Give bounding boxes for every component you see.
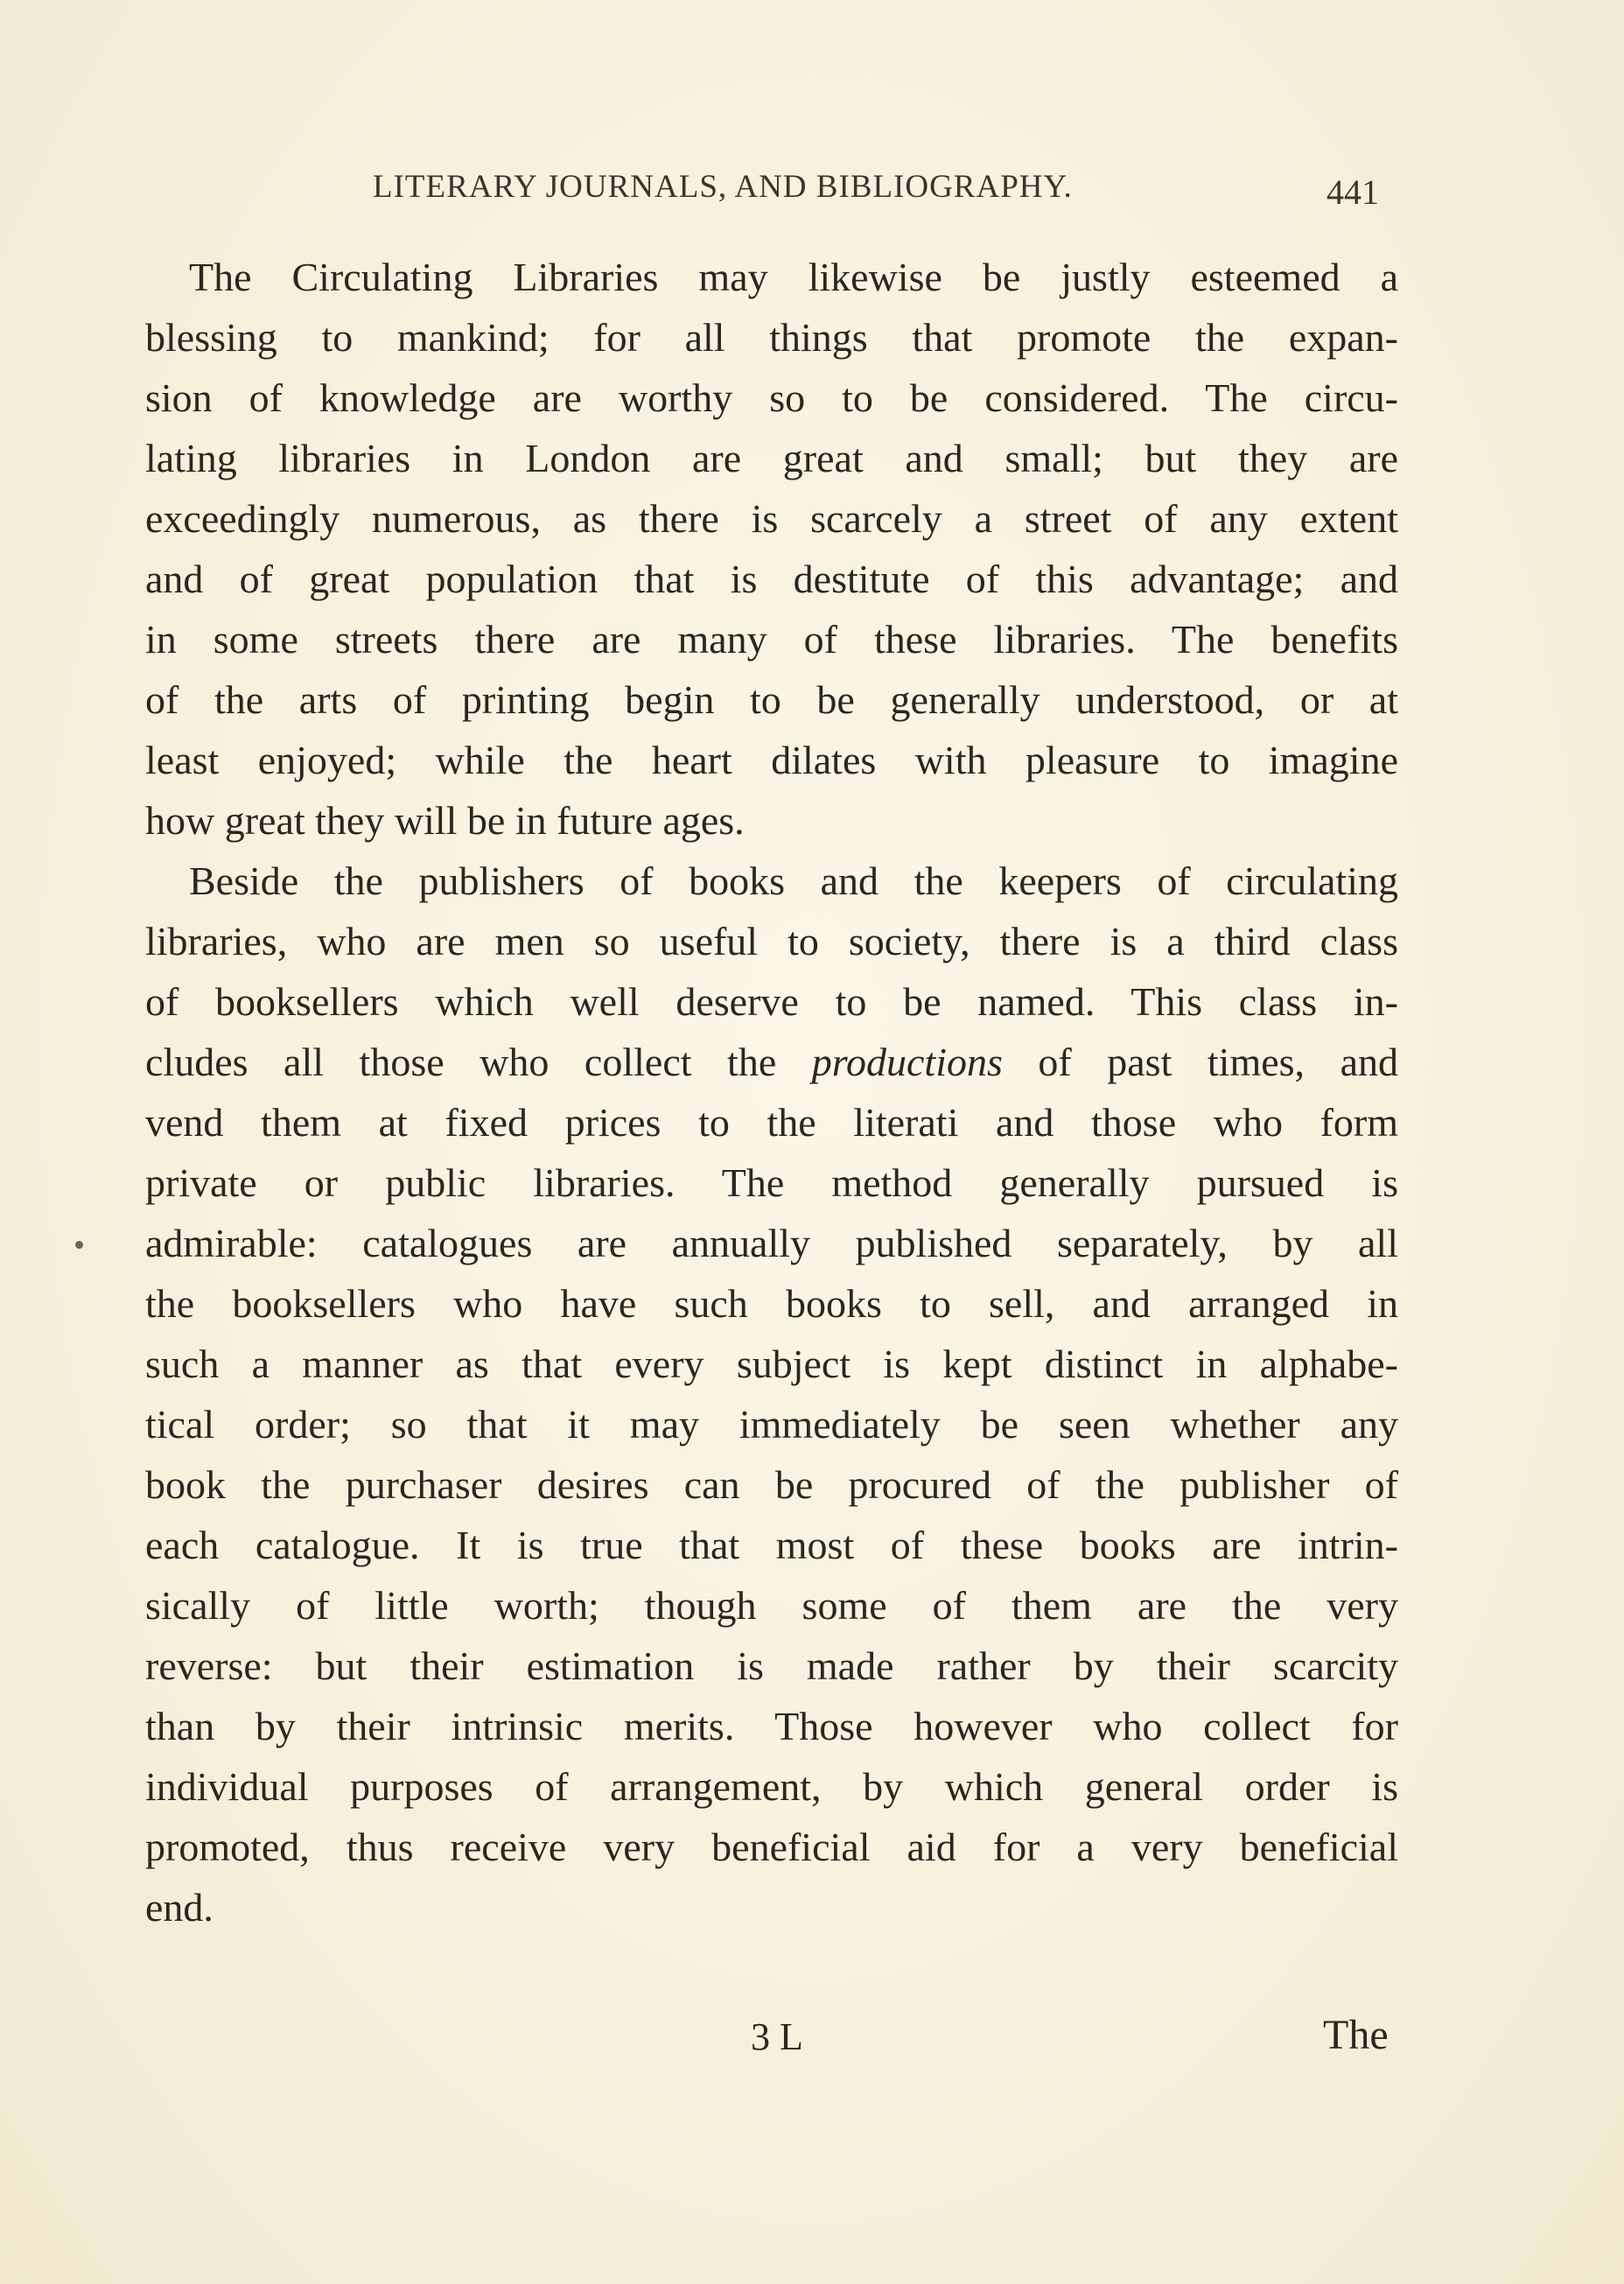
text-line: sically of little worth; though some of them are the very (145, 1583, 1398, 1628)
text-line: of booksellers which well deserve to be named. This class in- (145, 979, 1398, 1024)
running-head-title: LITERARY JOURNALS, AND BIBLIOGRAPHY. (373, 169, 1073, 205)
body-text (145, 247, 1398, 1937)
catchword: The (1323, 2012, 1389, 2058)
text-line: reverse: but their estimation is made rather by their scarcity (145, 1643, 1398, 1688)
text-line: least enjoyed; while the heart dilates with pleasure to imagine (145, 738, 1398, 782)
text-line: end. (145, 1885, 214, 1930)
text-line: tical order; so that it may immediately be seen whether any (145, 1402, 1398, 1447)
text-line: private or public libraries. The method generally pursued is (145, 1160, 1398, 1205)
text-line: such a manner as that every subject is kept distinct in alphabe- (145, 1342, 1398, 1386)
text-line: how great they will be in future ages. (145, 798, 745, 843)
text-line: promoted, thus receive very beneficial aid for a very beneficial (145, 1825, 1398, 1869)
text-line: admirable: catalogues are annually published separately, by all (145, 1221, 1398, 1265)
margin-mark (75, 1241, 83, 1249)
text-line: libraries, who are men so useful to society, there is a third class (145, 919, 1398, 963)
text-line: The Circulating Libraries may likewise be justly esteemed a (189, 255, 1398, 299)
text-line: than by their intrinsic merits. Those however who collect for (145, 1704, 1398, 1748)
text-fragment: of past times, and (1002, 1040, 1398, 1084)
text-line: Beside the publishers of books and the keepers of circulating (189, 858, 1398, 903)
text-line: lating libraries in London are great and small; but they are (145, 436, 1398, 480)
text-fragment: cludes all those who collect the (145, 1040, 812, 1084)
text-line: the booksellers who have such books to sell, and arranged in (145, 1281, 1398, 1326)
text-line: blessing to mankind; for all things that promote the expan- (145, 315, 1398, 360)
text-line: each catalogue. It is true that most of these books are intrin- (145, 1523, 1398, 1567)
text-line: vend them at fixed prices to the literati and those who form (145, 1100, 1398, 1145)
page-number: 441 (1326, 172, 1379, 212)
text-line: and of great population that is destitute of this advantage; and (145, 557, 1398, 601)
text-line: book the purchaser desires can be procured of the publisher of (145, 1462, 1398, 1507)
text-line: sion of knowledge are worthy so to be considered. The circu- (145, 375, 1398, 420)
text-line: exceedingly numerous, as there is scarcely a street of any extent (145, 496, 1398, 541)
text-line-with-italic (145, 1032, 1398, 1092)
text-line: of the arts of printing begin to be generally understood, or at (145, 677, 1398, 722)
italic-word: productions (811, 1040, 1003, 1084)
signature-mark: 3 L (751, 2015, 803, 2058)
text-line: in some streets there are many of these libraries. The benefits (145, 617, 1398, 662)
text-line: individual purposes of arrangement, by which general order is (145, 1764, 1398, 1809)
